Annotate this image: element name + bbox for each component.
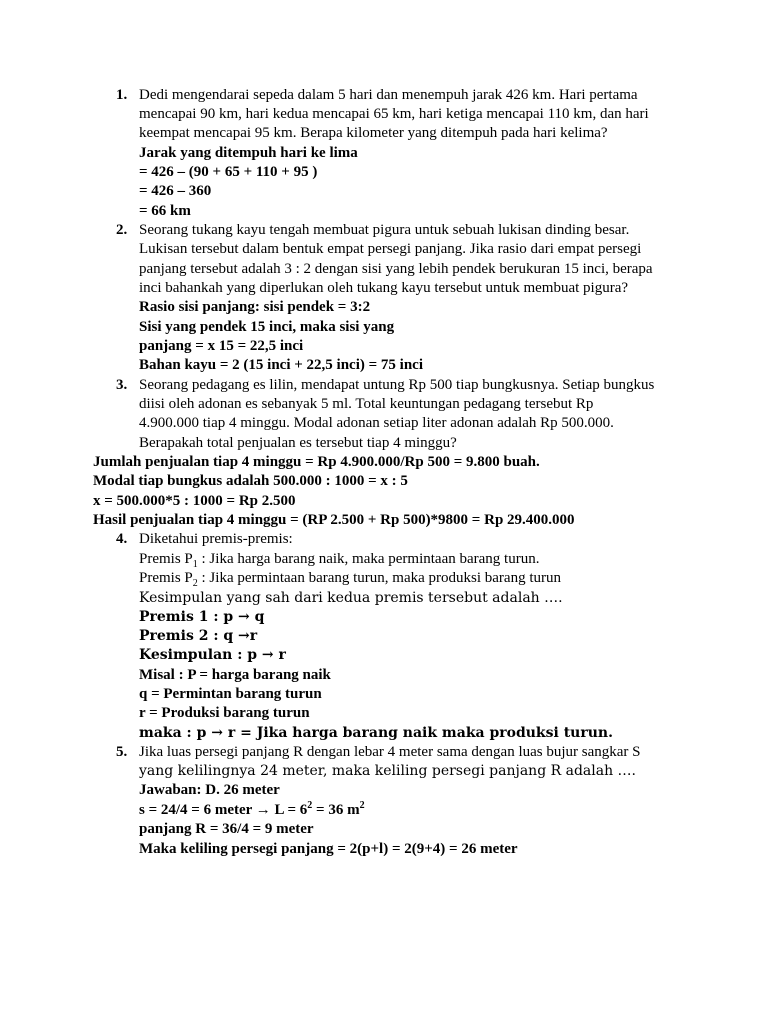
superscript: 2 xyxy=(307,800,313,811)
answer-line: Hasil penjualan tiap 4 minggu = (RP 2.500 + Rp 500)*9800 = Rp 29.400.000 xyxy=(93,512,575,528)
answer-line: Premis 1 : p → q xyxy=(139,609,265,625)
premise-line xyxy=(139,569,561,588)
answer-line: Premis 2 : q →r xyxy=(139,628,258,644)
question-text: Diketahui premis-premis: xyxy=(139,531,293,547)
question-text: yang kelilingnya 24 meter, maka keliling persegi panjang R adalah …. xyxy=(139,763,636,779)
question-text: Dedi mengendarai sepeda dalam 5 hari dan menempuh jarak 426 km. Hari pertama xyxy=(139,87,638,103)
answer-line: maka : p → r = Jika harga barang naik maka produksi turun. xyxy=(139,725,613,741)
premise-subscript: 2 xyxy=(192,578,198,589)
answer-line: q = Permintan barang turun xyxy=(139,686,322,702)
answer-line: = 426 – 360 xyxy=(139,183,212,199)
answer-line: Kesimpulan : p → r xyxy=(139,647,286,663)
answer-line: = 426 – (90 + 65 + 110 + 95 ) xyxy=(139,164,318,180)
answer-line: Rasio sisi panjang: sisi pendek = 3:2 xyxy=(139,299,371,315)
question-number: 4. xyxy=(116,531,128,547)
question-text: mencapai 90 km, hari kedua mencapai 65 km, hari ketiga mencapai 110 km, dan hari xyxy=(139,106,649,122)
question-text: Lukisan tersebut dalam bentuk empat persegi panjang. Jika rasio dari empat persegi xyxy=(139,241,642,257)
question-text: inci bahankah yang diperlukan oleh tukang kayu tersebut untuk membuat pigura? xyxy=(139,280,629,296)
premise-prefix: Premis P xyxy=(139,551,193,567)
question-text: panjang tersebut adalah 3 : 2 dengan sisi yang lebih pendek berukuran 15 inci, berapa xyxy=(139,261,653,277)
question-number: 5. xyxy=(116,744,128,760)
answer-line: r = Produksi barang turun xyxy=(139,705,310,721)
question-text: Kesimpulan yang sah dari kedua premis tersebut adalah …. xyxy=(139,590,563,606)
answer-line: Jarak yang ditempuh hari ke lima xyxy=(139,145,358,161)
question-text: Berapakah total penjualan es tersebut tiap 4 minggu? xyxy=(139,435,457,451)
premise-subscript: 1 xyxy=(192,559,198,570)
answer-line: Jawaban: D. 26 meter xyxy=(139,782,280,798)
question-number: 3. xyxy=(116,377,128,393)
answer-line: Bahan kayu = 2 (15 inci + 22,5 inci) = 75 inci xyxy=(139,357,424,373)
answer-line: Misal : P = harga barang naik xyxy=(139,667,331,683)
premise-text: : Jika harga barang naik, maka permintaan barang turun. xyxy=(197,551,540,567)
answer-line: panjang R = 36/4 = 9 meter xyxy=(139,821,314,837)
question-text: Seorang tukang kayu tengah membuat pigura untuk sebuah lukisan dinding besar. xyxy=(139,222,630,238)
question-text: Jika luas persegi panjang R dengan lebar 4 meter sama dengan luas bujur sangkar S xyxy=(139,744,641,760)
answer-line: panjang = x 15 = 22,5 inci xyxy=(139,338,304,354)
question-text: diisi oleh adonan es sebanyak 5 ml. Total keuntungan pedagang tersebut Rp xyxy=(139,396,594,412)
answer-line: x = 500.000*5 : 1000 = Rp 2.500 xyxy=(93,493,296,509)
answer-line: Modal tiap bungkus adalah 500.000 : 1000 = x : 5 xyxy=(93,473,408,489)
answer-line xyxy=(139,801,365,820)
answer-line: Maka keliling persegi panjang = 2(p+l) = 2(9+4) = 26 meter xyxy=(139,841,518,857)
answer-line: Jumlah penjualan tiap 4 minggu = Rp 4.900.000/Rp 500 = 9.800 buah. xyxy=(93,454,540,470)
answer-line: Sisi yang pendek 15 inci, maka sisi yang xyxy=(139,319,395,335)
calc-text: s = 24/4 = 6 meter → L = 6 xyxy=(139,802,308,818)
premise-line xyxy=(139,550,539,569)
question-text: 4.900.000 tiap 4 minggu. Modal adonan setiap liter adonan adalah Rp 500.000. xyxy=(139,415,614,431)
calc-text: = 36 m xyxy=(312,802,360,818)
premise-prefix: Premis P xyxy=(139,570,193,586)
superscript: 2 xyxy=(359,800,365,811)
answer-line: = 66 km xyxy=(139,203,191,219)
premise-text: : Jika permintaan barang turun, maka produksi barang turun xyxy=(197,570,561,586)
question-number: 1. xyxy=(116,87,128,103)
question-number: 2. xyxy=(116,222,128,238)
question-text: Seorang pedagang es lilin, mendapat untung Rp 500 tiap bungkusnya. Setiap bungkus xyxy=(139,377,655,393)
question-text: keempat mencapai 95 km. Berapa kilometer yang ditempuh pada hari kelima? xyxy=(139,125,608,141)
